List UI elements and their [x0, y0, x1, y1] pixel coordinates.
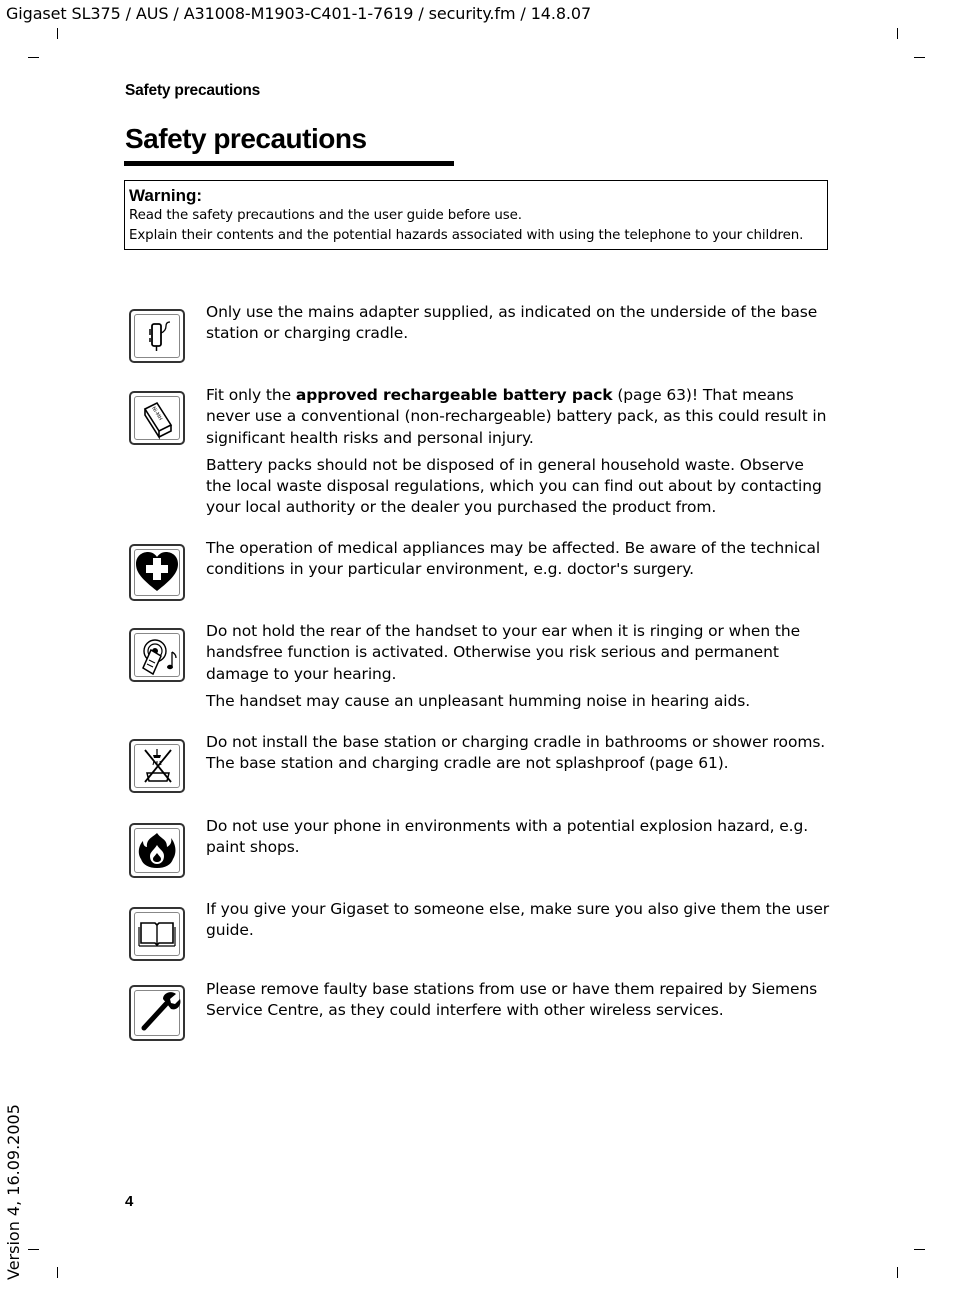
running-head: Safety precautions: [125, 82, 261, 99]
safety-paragraph: Please remove faulty base stations from use or have them repaired by Siemens Service Centre, as they could interfere with other wireless services.: [206, 980, 818, 1020]
crop-mark: [28, 1249, 39, 1250]
no-shower-icon: [129, 739, 185, 793]
crop-mark: [897, 1267, 898, 1278]
safety-item-text: [206, 816, 831, 865]
crop-mark: [57, 28, 58, 39]
handset-ringing-icon: [129, 628, 185, 682]
text-run: Fit only the: [206, 386, 296, 404]
safety-item-text: [206, 538, 831, 587]
wrench-icon: [129, 985, 185, 1041]
crop-mark: [57, 1267, 58, 1278]
safety-item-text: [206, 899, 831, 948]
safety-paragraph: Do not use your phone in environments with a potential explosion hazard, e.g. paint shops.: [206, 817, 809, 857]
safety-paragraph: The operation of medical appliances may be affected. Be aware of the technical conditions in your particular environment, e.g. doctor's surgery.: [206, 539, 821, 579]
safety-paragraph: Do not install the base station or charging cradle in bathrooms or shower rooms. The base station and charging cradle are not splashproof (page 61).: [206, 733, 826, 773]
safety-paragraph: Only use the mains adapter supplied, as indicated on the underside of the base station or charging cradle.: [206, 303, 818, 343]
safety-item-text: [206, 385, 831, 525]
title-rule: [124, 161, 454, 166]
crop-mark: [897, 28, 898, 39]
file-header: Gigaset SL375 / AUS / A31008-M1903-C401-1-7619 / security.fm / 14.8.07: [6, 4, 592, 23]
warning-line: Explain their contents and the potential hazards associated with using the telephone to your children.: [129, 228, 804, 243]
crop-mark: [914, 1249, 925, 1250]
safety-paragraph: The handset may cause an unpleasant humming noise in hearing aids.: [206, 691, 751, 710]
safety-paragraph: [206, 385, 831, 449]
page-title: Safety precautions: [125, 123, 367, 154]
crop-mark: [914, 57, 925, 58]
page-number: 4: [125, 1193, 134, 1210]
safety-item-text: [206, 302, 831, 351]
mains-adapter-icon: [129, 309, 185, 363]
safety-item-text: [206, 979, 831, 1028]
medical-heart-icon: [129, 544, 185, 601]
warning-box: [124, 180, 828, 250]
safety-paragraph: If you give your Gigaset to someone else, make sure you also give them the user guide.: [206, 900, 830, 940]
user-guide-book-icon: [129, 907, 185, 961]
warning-heading: Warning:: [129, 186, 203, 205]
safety-paragraph: Battery packs should not be disposed of in general household waste. Observe the local waste disposal regulations, which you can find out about by contacting your local authority or the dealer you purchased the product from.: [206, 455, 822, 517]
safety-item-text: [206, 732, 831, 781]
battery-pack-icon: [129, 391, 185, 445]
crop-mark: [28, 57, 39, 58]
explosion-flame-icon: [129, 823, 185, 878]
battery-label: Ni-MH: [150, 405, 164, 422]
emphasis-text: approved rechargeable battery pack: [295, 386, 613, 404]
safety-item-text: [206, 621, 831, 718]
version-note: Version 4, 16.09.2005: [4, 1104, 23, 1280]
safety-paragraph: Do not hold the rear of the handset to your ear when it is ringing or when the handsfree function is activated. Otherwise you risk serious and permanent damage to your hearing.: [206, 622, 801, 683]
text-run: (page 63)! That means never use a conventional (non-rechargeable) battery pack, as this could result in significant health risks and personal injury.: [206, 386, 827, 447]
warning-line: Read the safety precautions and the user guide before use.: [129, 208, 522, 223]
